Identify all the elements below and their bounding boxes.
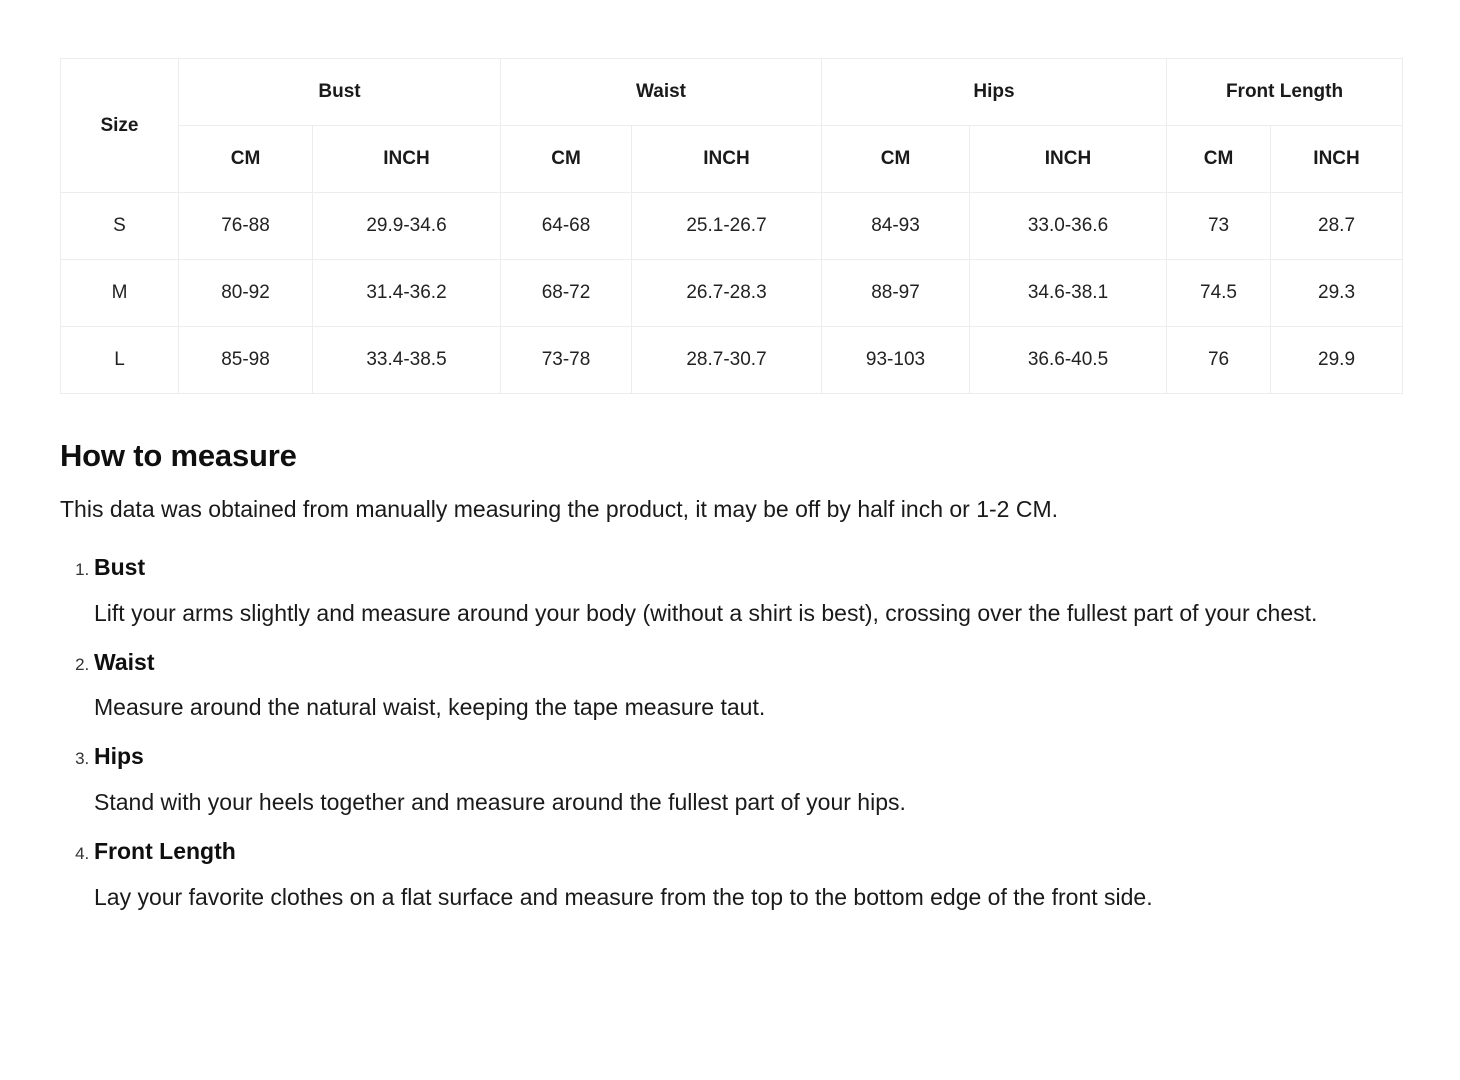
unit-header-hips-cm: CM xyxy=(822,126,970,193)
column-header-size: Size xyxy=(61,59,179,193)
cell-front-length-inch: 29.3 xyxy=(1271,260,1403,327)
measure-item-title: 3. Hips xyxy=(94,743,144,770)
cell-size: S xyxy=(61,193,179,260)
list-item xyxy=(94,648,1400,725)
unit-header-hips-inch: INCH xyxy=(970,126,1167,193)
unit-header-front-length-cm: CM xyxy=(1167,126,1271,193)
unit-header-bust-inch: INCH xyxy=(313,126,501,193)
cell-bust-inch: 31.4-36.2 xyxy=(313,260,501,327)
measure-item-description: Measure around the natural waist, keeping the tape measure taut. xyxy=(94,694,766,721)
list-item xyxy=(94,837,1400,914)
cell-front-length-cm: 76 xyxy=(1167,327,1271,394)
cell-size: L xyxy=(61,327,179,394)
measure-item-description: Lift your arms slightly and measure around your body (without a shirt is best), crossing over the fullest part of your chest. xyxy=(94,599,1318,626)
cell-hips-inch: 33.0-36.6 xyxy=(970,193,1167,260)
size-chart-table xyxy=(60,58,1403,394)
cell-bust-cm: 76-88 xyxy=(179,193,313,260)
column-header-waist: Waist xyxy=(501,59,822,126)
cell-hips-cm: 84-93 xyxy=(822,193,970,260)
cell-bust-inch: 29.9-34.6 xyxy=(313,193,501,260)
list-item xyxy=(94,553,1400,630)
table-row xyxy=(61,193,1403,260)
column-header-front-length: Front Length xyxy=(1167,59,1403,126)
cell-size: M xyxy=(61,260,179,327)
unit-header-bust-cm: CM xyxy=(179,126,313,193)
cell-bust-cm: 85-98 xyxy=(179,327,313,394)
cell-hips-cm: 93-103 xyxy=(822,327,970,394)
column-header-hips: Hips xyxy=(822,59,1167,126)
cell-waist-cm: 73-78 xyxy=(501,327,632,394)
table-header-unit-row xyxy=(61,126,1403,193)
table-row xyxy=(61,327,1403,394)
cell-bust-cm: 80-92 xyxy=(179,260,313,327)
cell-hips-inch: 36.6-40.5 xyxy=(970,327,1167,394)
cell-front-length-inch: 29.9 xyxy=(1271,327,1403,394)
unit-header-front-length-inch: INCH xyxy=(1271,126,1403,193)
unit-header-waist-cm: CM xyxy=(501,126,632,193)
cell-front-length-cm: 73 xyxy=(1167,193,1271,260)
table-header xyxy=(61,59,1403,193)
cell-hips-inch: 34.6-38.1 xyxy=(970,260,1167,327)
measure-item-description: Stand with your heels together and measure around the fullest part of your hips. xyxy=(94,788,906,815)
cell-waist-inch: 28.7-30.7 xyxy=(632,327,822,394)
table-row xyxy=(61,260,1403,327)
cell-waist-cm: 68-72 xyxy=(501,260,632,327)
measure-item-title: 4. Front Length xyxy=(94,837,236,864)
measure-item-title: 1. Bust xyxy=(94,554,146,580)
cell-hips-cm: 88-97 xyxy=(822,260,970,327)
unit-header-waist-inch: INCH xyxy=(632,126,822,193)
cell-waist-inch: 25.1-26.7 xyxy=(632,193,822,260)
cell-waist-cm: 64-68 xyxy=(501,193,632,260)
list-item xyxy=(94,742,1400,819)
cell-waist-inch: 26.7-28.3 xyxy=(632,260,822,327)
measure-item-title: 2. Waist xyxy=(94,648,155,675)
table-body xyxy=(61,193,1403,394)
cell-front-length-cm: 74.5 xyxy=(1167,260,1271,327)
how-to-measure-list xyxy=(60,553,1400,913)
how-to-measure-title: How to measure xyxy=(60,438,297,473)
how-to-measure-intro: This data was obtained from manually measuring the product, it may be off by half inch or 1-2 CM. xyxy=(60,496,1059,522)
measure-item-description: Lay your favorite clothes on a flat surface and measure from the top to the bottom edge of the front side. xyxy=(94,883,1153,910)
table-header-group-row xyxy=(61,59,1403,126)
column-header-bust: Bust xyxy=(179,59,501,126)
cell-front-length-inch: 28.7 xyxy=(1271,193,1403,260)
cell-bust-inch: 33.4-38.5 xyxy=(313,327,501,394)
